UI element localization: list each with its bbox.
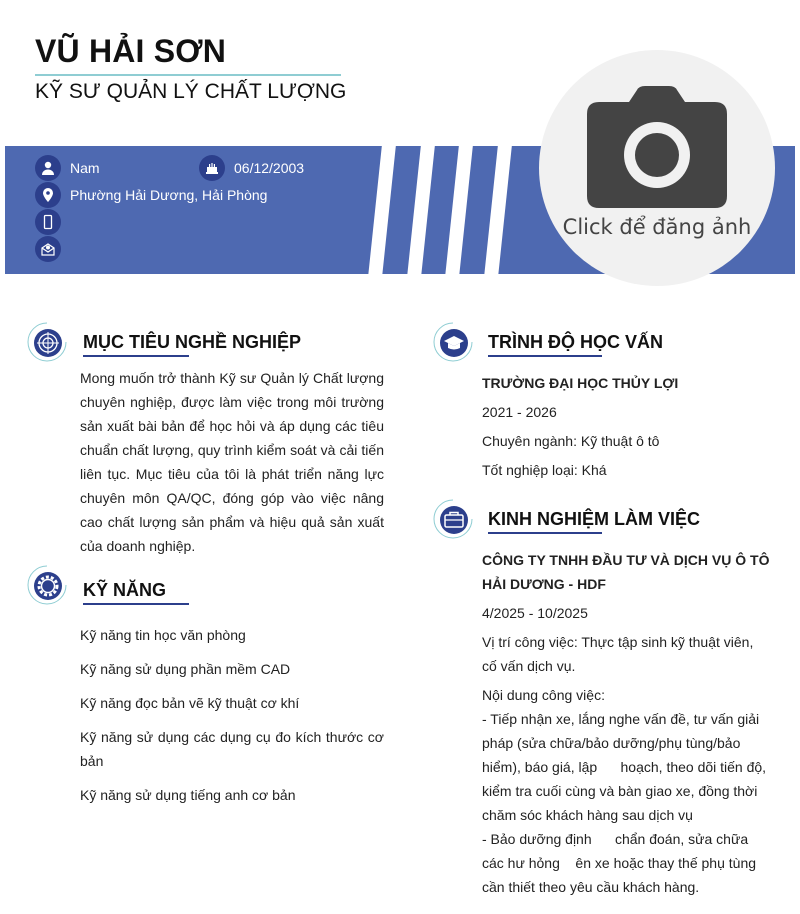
phone-icon bbox=[35, 209, 61, 235]
birthday-cake-icon bbox=[199, 155, 225, 181]
email-row bbox=[35, 236, 70, 262]
address-row bbox=[35, 182, 267, 208]
education-title: TRÌNH ĐỘ HỌC VẤN bbox=[488, 332, 663, 352]
school-name: TRƯỜNG ĐẠI HỌC THỦY LỢI bbox=[482, 375, 679, 391]
email-icon bbox=[35, 236, 61, 262]
name-divider bbox=[35, 74, 341, 76]
skills-title-rule bbox=[83, 603, 189, 605]
camera-icon bbox=[587, 86, 727, 208]
graduation-cap-icon bbox=[433, 322, 473, 362]
target-icon bbox=[27, 322, 67, 362]
skill-item: Kỹ năng đọc bản vẽ kỹ thuật cơ khí bbox=[80, 695, 300, 711]
education-major: Chuyên ngành: Kỹ thuật ô tô bbox=[482, 433, 660, 449]
banner-stripe bbox=[483, 146, 513, 274]
skill-item: Kỹ năng sử dụng các dụng cụ đo kích thước cơ bản bbox=[80, 729, 384, 769]
briefcase-icon bbox=[433, 499, 473, 539]
education-title-rule bbox=[488, 355, 602, 357]
phone-row bbox=[35, 209, 70, 235]
gender-row bbox=[35, 155, 100, 181]
location-pin-icon bbox=[35, 182, 61, 208]
education-period: 2021 - 2026 bbox=[482, 404, 557, 420]
objective-title: MỤC TIÊU NGHỀ NGHIỆP bbox=[83, 332, 302, 352]
skill-item: Kỹ năng tin học văn phòng bbox=[80, 627, 246, 643]
banner-stripe bbox=[406, 146, 436, 274]
objective-title-rule bbox=[83, 355, 189, 357]
experience-title: KINH NGHIỆM LÀM VIỆC bbox=[488, 509, 701, 529]
banner-stripe bbox=[367, 146, 397, 274]
duty-item: - Tiếp nhận xe, lắng nghe vấn đề, tư vấn giải pháp (sửa chữa/bảo dưỡng/phụ tùng/bảo hiểm), báo giá, lập hoạch, theo dõi tiến độ, kiểm tra cuối cùng và bàn giao xe, đồng thời chăm sóc khách hàng sau dịch vụ bbox=[482, 711, 770, 823]
experience-period: 4/2025 - 10/2025 bbox=[482, 605, 588, 621]
company-name: CÔNG TY TNHH ĐẦU TƯ VÀ DỊCH VỤ Ô TÔ HẢI DƯƠNG - HDF bbox=[482, 552, 770, 592]
gear-icon bbox=[27, 565, 67, 605]
candidate-name: VŨ HẢI SƠN bbox=[35, 33, 227, 69]
skill-item: Kỹ năng sử dụng tiếng anh cơ bản bbox=[80, 787, 296, 803]
birthday-value[interactable]: 06/12/2003 bbox=[234, 160, 305, 176]
skills-title: KỸ NĂNG bbox=[83, 580, 167, 600]
gender-value[interactable]: Nam bbox=[70, 160, 100, 176]
avatar-upload-label[interactable]: Click để đăng ảnh bbox=[562, 215, 752, 239]
banner-stripe bbox=[444, 146, 474, 274]
education-grade: Tốt nghiệp loại: Khá bbox=[482, 462, 607, 478]
experience-position: Vị trí công việc: Thực tập sinh kỹ thuật viên, cố vấn dịch vụ. bbox=[482, 634, 754, 674]
experience-title-rule bbox=[488, 532, 602, 534]
job-title: KỸ SƯ QUẢN LÝ CHẤT LƯỢNG bbox=[35, 80, 347, 103]
address-value[interactable]: Phường Hải Dương, Hải Phòng bbox=[70, 187, 268, 203]
person-icon bbox=[35, 155, 61, 181]
birthday-row bbox=[199, 155, 304, 181]
skill-item: Kỹ năng sử dụng phần mềm CAD bbox=[80, 661, 291, 677]
duty-item: - Bảo dưỡng định chẩn đoán, sửa chữa các hư hỏng ên xe hoặc thay thế phụ tùng cần thiết theo yêu cầu khách hàng. bbox=[482, 831, 760, 895]
avatar-upload[interactable] bbox=[539, 50, 775, 286]
objective-text: Mong muốn trở thành Kỹ sư Quản lý Chất lượng chuyên nghiệp, được làm việc trong môi trường sản xuất bài bản để học hỏi và áp dụng các tiêu chuẩn chất lượng, quy trình kiểm soát và cải tiến liên tục. Mục tiêu của tôi là phát triển năng lực chuyên môn QA/QC, đóng góp vào việc nâng cao chất lượng sản phẩm và hiệu quả sản xuất của doanh nghiệp. bbox=[80, 370, 384, 554]
duties-label: Nội dung công việc: bbox=[482, 687, 605, 703]
